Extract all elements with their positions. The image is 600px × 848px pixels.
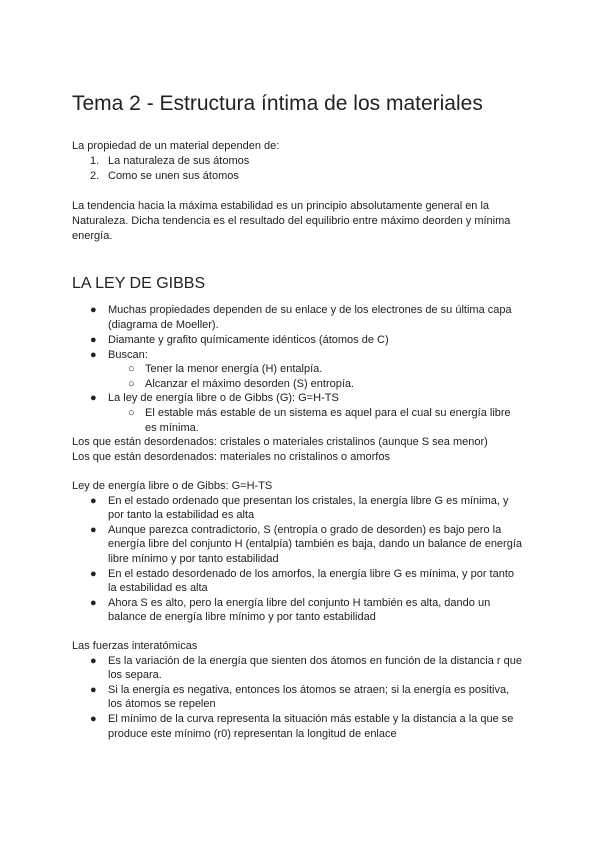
bullet-dot: ● (90, 597, 97, 609)
bullet-dot: ● (90, 568, 97, 580)
bullet-dot: ● (90, 334, 97, 346)
bullet-dot: ● (90, 524, 97, 536)
bullet-dot: ● (90, 713, 97, 725)
bullet-dot: ● (90, 304, 97, 316)
paragraph-line: La tendencia hacia la máxima estabilidad es un principio absolutamente general en la (72, 200, 490, 212)
bullet-text: Aunque parezca contradictorio, S (entropía o grado de desorden) es bajo pero la (108, 524, 502, 536)
paragraph-line: energía. (72, 230, 113, 242)
bullet-text: La ley de energía libre o de Gibbs (G): G=H-TS (108, 392, 339, 404)
bullet-dot: ● (90, 495, 97, 507)
bullet-text: por tanto la estabilidad es alta (108, 509, 255, 521)
intro-lead: La propiedad de un material dependen de: (72, 140, 280, 152)
section-heading-gibbs: LA LEY DE GIBBS (72, 275, 206, 292)
bullet-text: Buscan: (108, 349, 148, 361)
bullet-text: los átomos se repelen (108, 698, 216, 710)
bullet-text: energía libre del conjunto H (entalpía) también es baja, dando un balance de energía (108, 538, 523, 550)
page-title: Tema 2 - Estructura íntima de los materiales (72, 92, 483, 115)
text-line: Los que están desordenados: materiales no cristalinos o amorfos (72, 451, 390, 463)
bullet-dot: ● (90, 392, 97, 404)
bullet-dot: ● (90, 684, 97, 696)
list-item: Como se unen sus átomos (108, 170, 239, 182)
list-marker: 2. (90, 170, 100, 182)
bullet-text: Si la energía es negativa, entonces los átomos se atraen; si la energía es positiva, (108, 684, 510, 696)
sub-bullet-circle: ○ (128, 363, 135, 375)
sub-bullet-circle: ○ (128, 378, 135, 390)
bullet-text: libre mínimo y por tanto estabilidad (108, 553, 279, 565)
bullet-text: los separa. (108, 669, 162, 681)
paragraph-line: Naturaleza. Dicha tendencia es el resultado del equilibrio entre máximo deorden y mínima (72, 215, 511, 227)
bullet-text: Muchas propiedades dependen de su enlace y de los electrones de su última capa (108, 304, 512, 316)
bullet-text: El mínimo de la curva representa la situación más estable y la distancia a la que se (108, 713, 514, 725)
bullet-dot: ● (90, 349, 97, 361)
bullet-text: Diamante y grafito químicamente idénticos (átomos de C) (108, 334, 389, 346)
bullet-text: produce este mínimo (r0) representan la longitud de enlace (108, 728, 397, 740)
bullet-text: Ahora S es alto, pero la energía libre del conjunto H también es alta, dando un (108, 597, 491, 609)
bullet-text: la estabilidad es alta (108, 582, 208, 594)
list-marker: 1. (90, 155, 100, 167)
sub-bullet-text: Tener la menor energía (H) entalpía. (145, 363, 323, 375)
subsection-heading-fuerzas: Las fuerzas interatómicas (72, 640, 198, 652)
bullet-text: En el estado ordenado que presentan los cristales, la energía libre G es mínima, y (108, 495, 509, 507)
subsection-heading-gibbs: Ley de energía libre o de Gibbs: G=H-TS (72, 480, 273, 492)
sub-bullet-circle: ○ (128, 407, 135, 419)
sub-bullet-text: El estable más estable de un sistema es aquel para el cual su energía libre (145, 407, 511, 419)
list-item: La naturaleza de sus átomos (108, 155, 250, 167)
bullet-text: (diagrama de Moeller). (108, 319, 219, 331)
bullet-text: Es la variación de la energía que sienten dos átomos en función de la distancia r que (108, 655, 522, 667)
text-line: Los que están desordenados: cristales o materiales cristalinos (aunque S sea menor) (72, 436, 488, 448)
bullet-text: balance de energía libre mínimo y por tanto estabilidad (108, 611, 376, 623)
bullet-text: En el estado desordenado de los amorfos, la energía libre G es mínima, y por tanto (108, 568, 515, 580)
sub-bullet-text: Alcanzar el máximo desorden (S) entropía. (145, 378, 355, 390)
bullet-dot: ● (90, 655, 97, 667)
sub-bullet-text: es mínima. (145, 422, 199, 434)
